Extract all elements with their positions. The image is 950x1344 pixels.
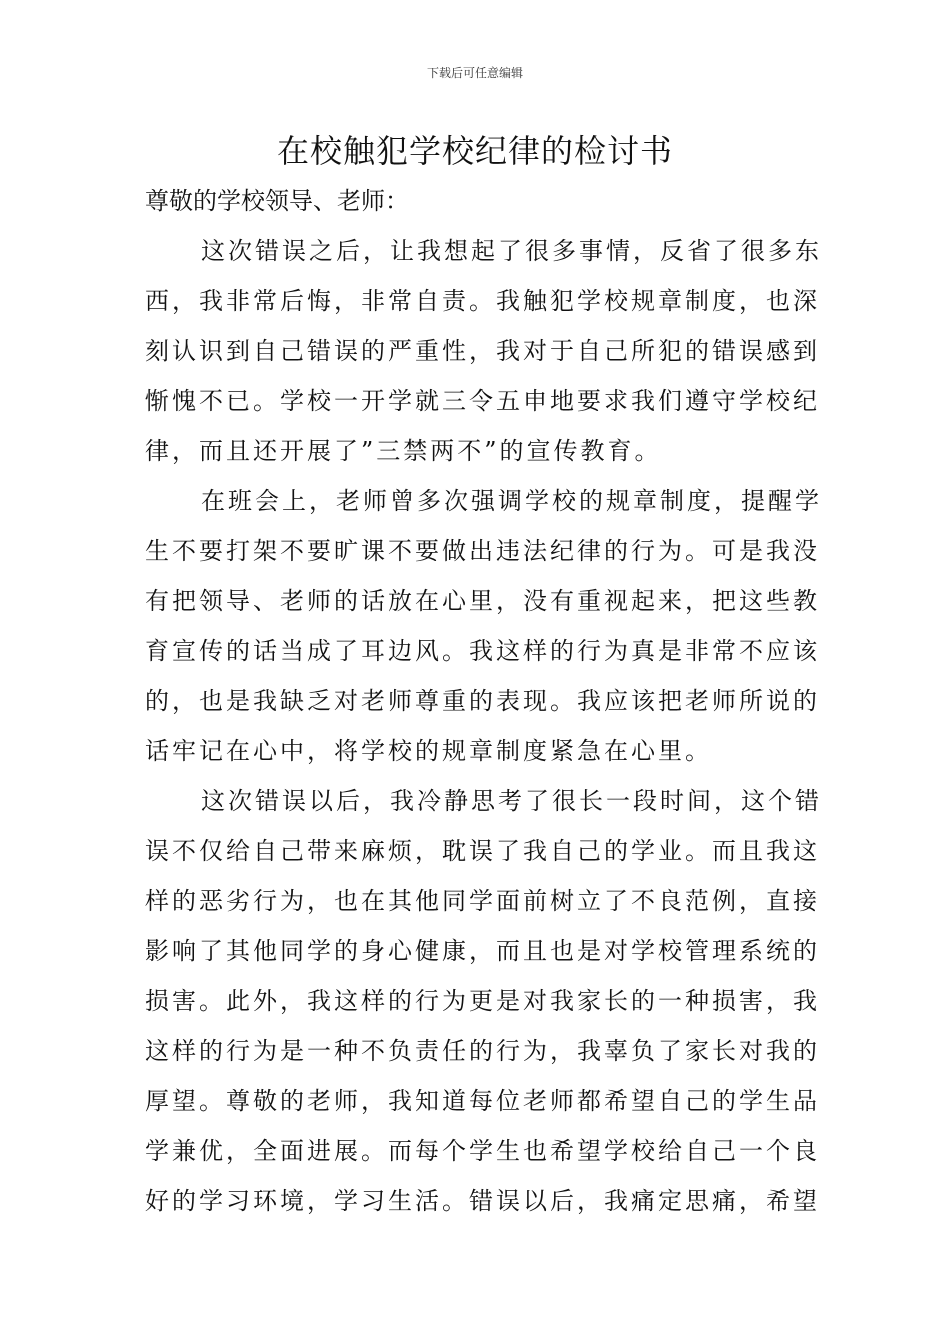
paragraph-line: 刻认识到自己错误的严重性，我对于自己所犯的错误感到 <box>145 337 820 365</box>
paragraph-3 <box>145 776 822 1226</box>
salutation: 尊敬的学校领导、老师： <box>145 187 409 215</box>
paragraph-line: 学兼优，全面进展。而每个学生也希望学校给自己一个良 <box>145 1137 820 1165</box>
paragraph-line: 生不要打架不要旷课不要做出违法纪律的行为。可是我没 <box>145 537 820 565</box>
document-title: 在校触犯学校纪律的检讨书 <box>276 132 673 170</box>
paragraph-line: 损害。此外，我这样的行为更是对我家长的一种损害，我 <box>145 987 820 1015</box>
paragraph-line: 在班会上，老师曾多次强调学校的规章制度，提醒学 <box>201 487 822 515</box>
paragraph-line: 西，我非常后悔，非常自责。我触犯学校规章制度，也深 <box>145 287 820 315</box>
paragraph-line: 律，而且还开展了”三禁两不”的宣传教育。 <box>145 437 662 465</box>
page-header-note: 下载后可任意编辑 <box>426 66 523 80</box>
paragraph-line: 样的恶劣行为，也在其他同学面前树立了不良范例，直接 <box>145 887 820 915</box>
document-body <box>145 176 822 1226</box>
paragraph-line: 这次错误之后，让我想起了很多事情，反省了很多东 <box>201 237 822 265</box>
paragraph-line: 好的学习环境，学习生活。错误以后，我痛定思痛，希望 <box>145 1187 820 1215</box>
paragraph-line: 这次错误以后，我冷静思考了很长一段时间，这个错 <box>201 787 822 815</box>
paragraph-line: 有把领导、老师的话放在心里，没有重视起来，把这些教 <box>145 587 820 615</box>
paragraph-line: 话牢记在心中，将学校的规章制度紧急在心里。 <box>145 737 712 765</box>
paragraph-line: 惭愧不已。学校一开学就三令五申地要求我们遵守学校纪 <box>145 387 820 415</box>
paragraph-2 <box>145 476 822 776</box>
paragraph-line: 育宣传的话当成了耳边风。我这样的行为真是非常不应该 <box>145 637 820 665</box>
paragraph-line: 影响了其他同学的身心健康，而且也是对学校管理系统的 <box>145 937 820 965</box>
paragraph-line: 厚望。尊敬的老师，我知道每位老师都希望自己的学生品 <box>145 1087 820 1115</box>
paragraph-1 <box>145 226 822 476</box>
paragraph-line: 这样的行为是一种不负责任的行为，我辜负了家长对我的 <box>145 1037 820 1065</box>
paragraph-line: 的，也是我缺乏对老师尊重的表现。我应该把老师所说的 <box>145 687 820 715</box>
paragraph-line: 误不仅给自己带来麻烦，耽误了我自己的学业。而且我这 <box>145 837 820 865</box>
